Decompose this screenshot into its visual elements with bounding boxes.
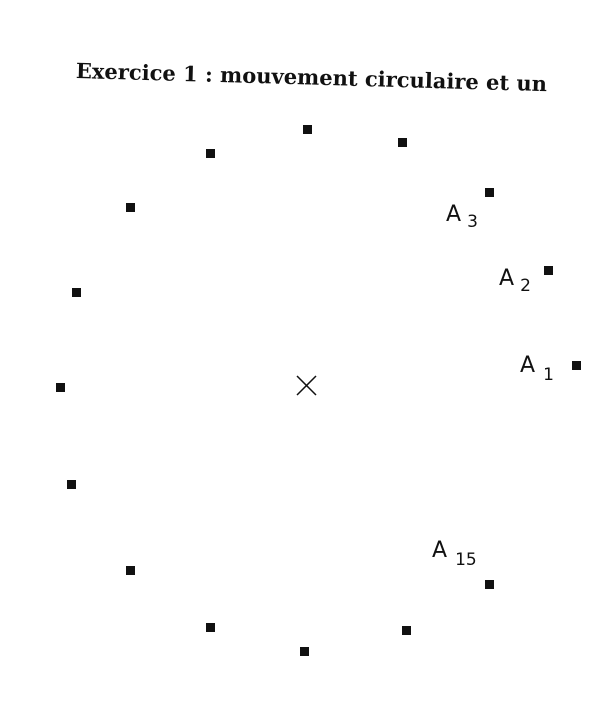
point [572, 361, 581, 370]
point [402, 626, 411, 635]
point [485, 580, 494, 589]
point [544, 266, 553, 275]
point [72, 288, 81, 297]
label-a1: A 1 [520, 353, 554, 385]
exercise-title: Exercice 1 : mouvement circulaire et un [75, 58, 548, 97]
point [126, 203, 135, 212]
point [126, 566, 135, 575]
center-cross [297, 376, 316, 395]
point [485, 188, 494, 197]
point [300, 647, 309, 656]
point [67, 480, 76, 489]
trajectory-points [56, 125, 581, 656]
label-a2: A 2 [499, 266, 531, 296]
point [206, 623, 215, 632]
label-a3: A 3 [446, 202, 478, 232]
label-a15: A 15 [432, 538, 477, 570]
point [206, 149, 215, 158]
point [398, 138, 407, 147]
point [56, 383, 65, 392]
point [303, 125, 312, 134]
